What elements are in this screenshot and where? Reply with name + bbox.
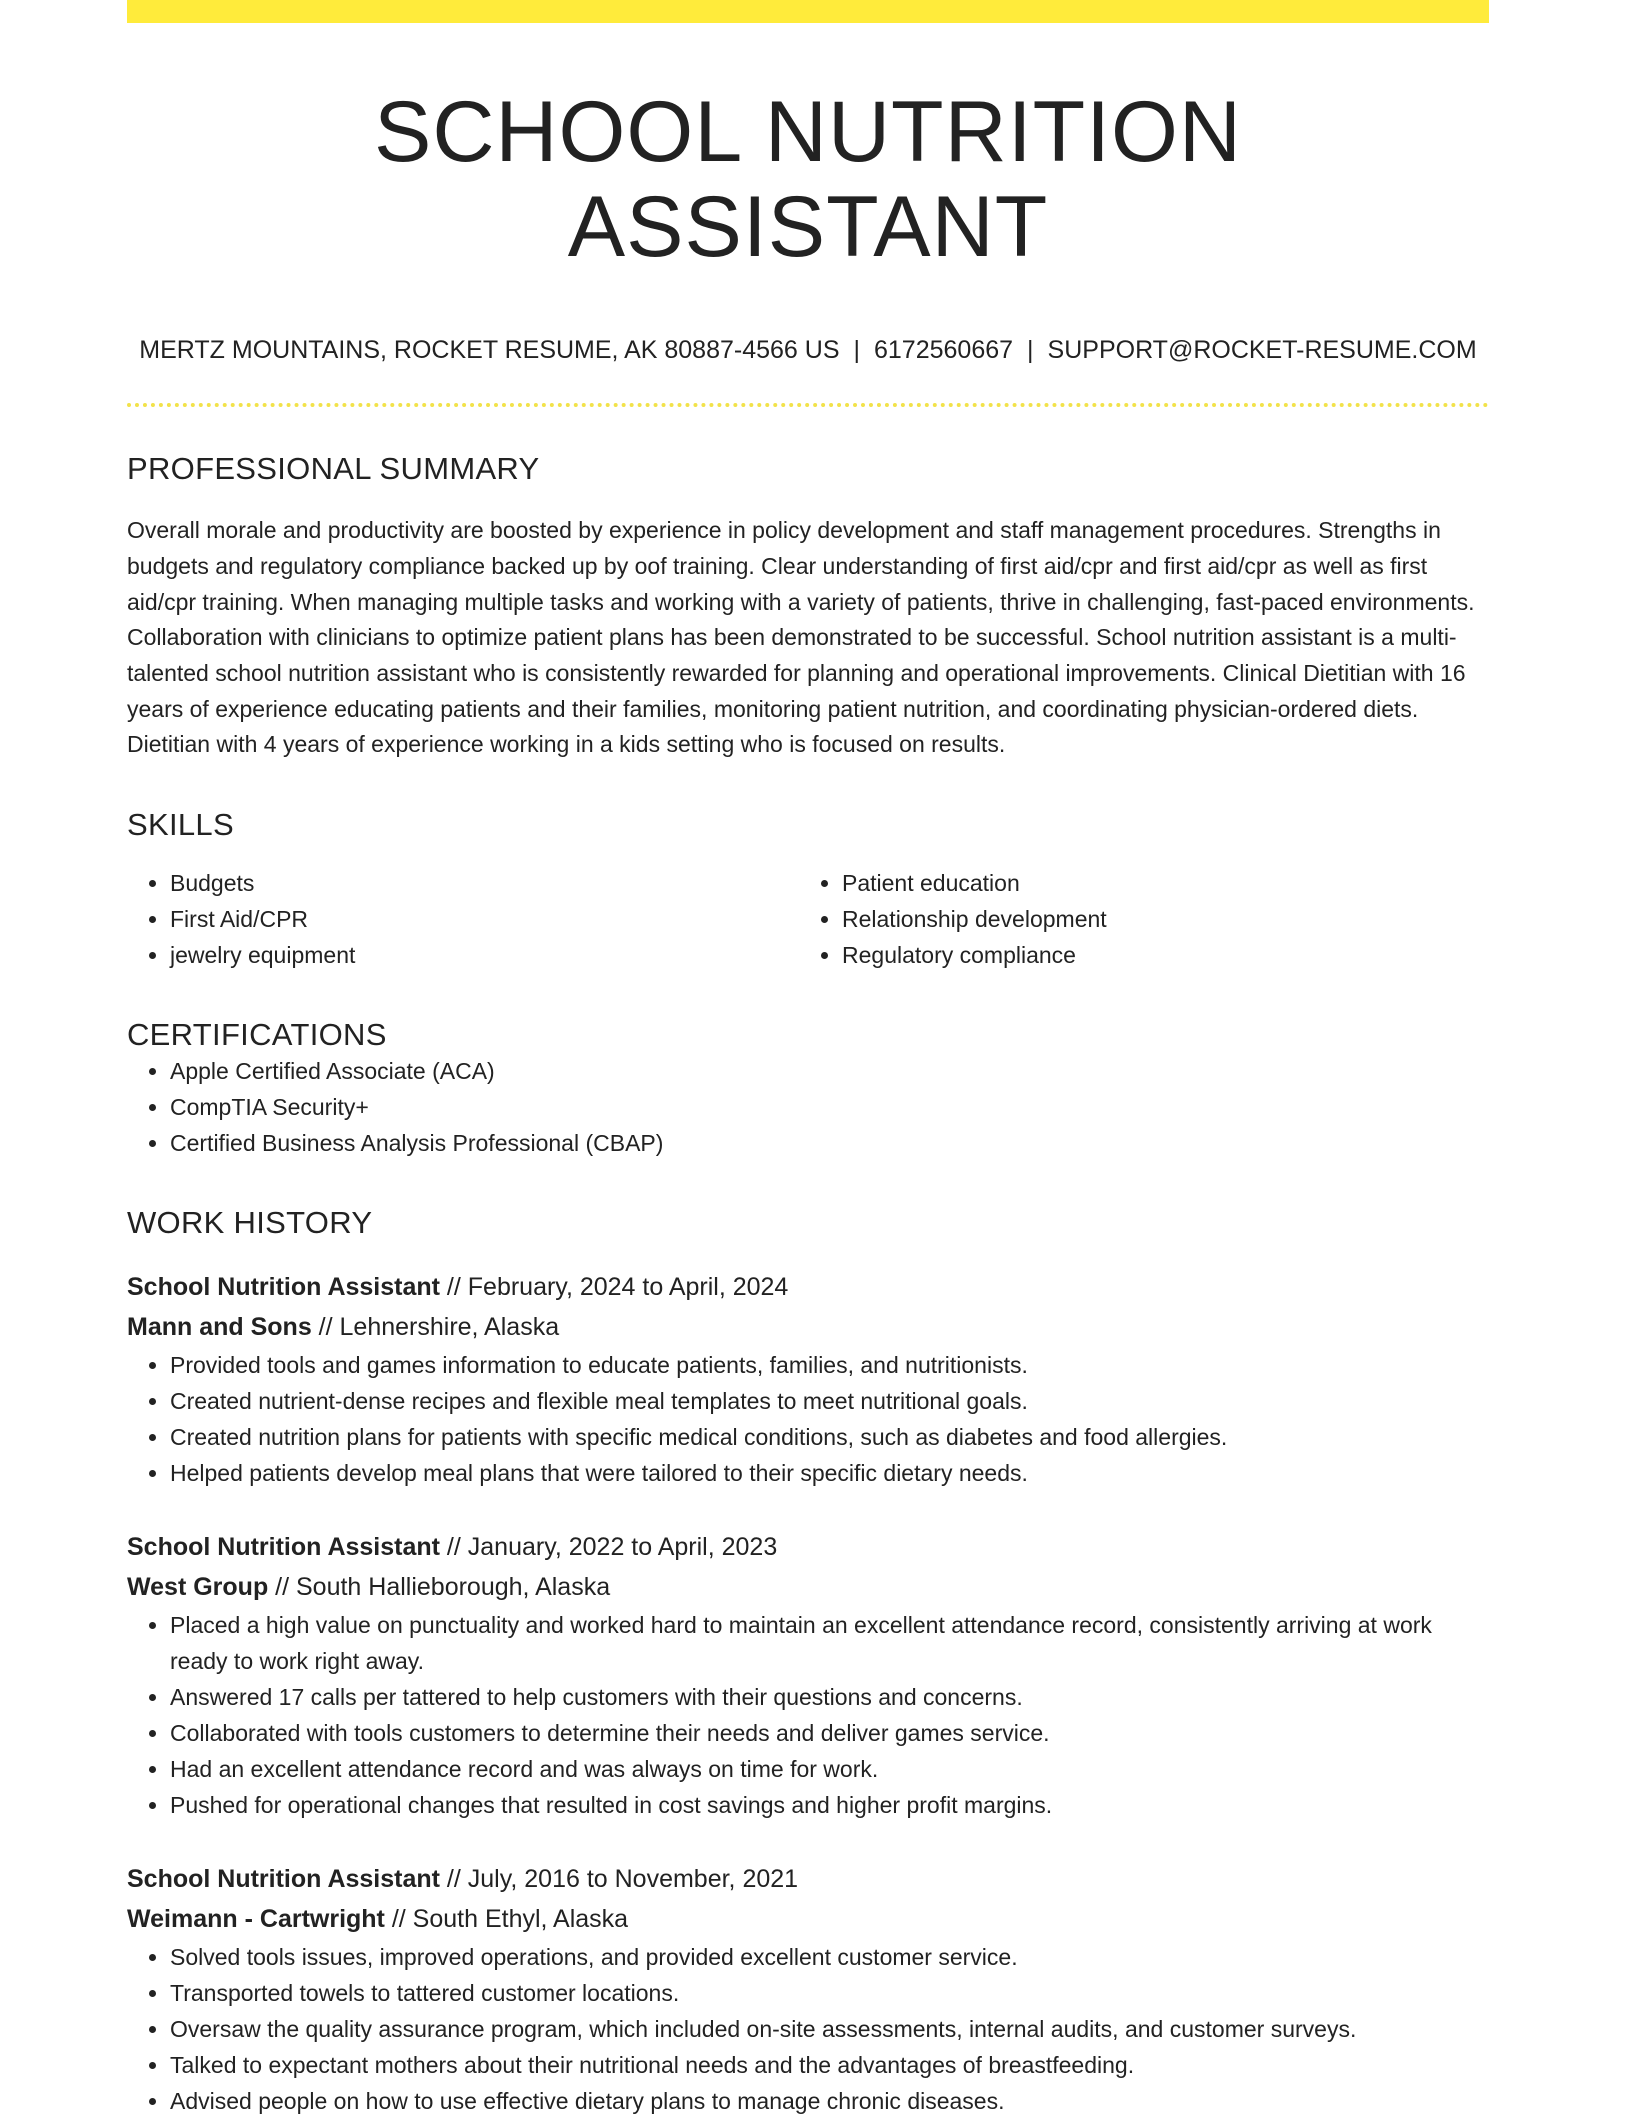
job-entry — [127, 1267, 1489, 1491]
job-company-line — [127, 1307, 1489, 1347]
job-bullet: • Collaborated with tools customers to determine their needs and deliver games service. — [170, 1715, 1489, 1751]
contact-line — [127, 336, 1489, 365]
job-dates: // July, 2016 to November, 2021 — [439, 1865, 799, 1894]
job-company-line — [127, 1899, 1489, 1939]
summary-text: Overall morale and productivity are boosted by experience in policy development and staff management procedures. Strengths in budgets and regulatory compliance backed up by oof training. Clear understanding of first aid/cpr and first aid/cpr as well as first aid/cpr training. When managing multiple tasks and working with a variety of patients, thrive in challenging, fast-paced environments. Collaboration with clinicians to optimize patient plans has been demonstrated to be successful. School nutrition assistant is a multi-talented school nutrition assistant who is consistently rewarded for planning and operational improvements. Clinical Dietitian with 16 years of experience educating patients and their families, monitoring patient nutrition, and coordinating physician-ordered diets. Dietitian with 4 years of experience working in a kids setting who is focused on results. — [127, 517, 1475, 758]
job-location: // South Ethyl, Alaska — [384, 1905, 629, 1934]
summary-heading: PROFESSIONAL SUMMARY — [127, 451, 540, 487]
skills-heading: SKILLS — [127, 807, 234, 843]
accent-bar — [127, 0, 1489, 23]
job-entry — [127, 1527, 1489, 1823]
job-bullet: • Solved tools issues, improved operations, and provided excellent customer service. — [170, 1939, 1489, 1975]
skill-item: • Patient education — [842, 865, 1489, 901]
job-location: // South Hallieborough, Alaska — [268, 1573, 611, 1602]
resume-page — [127, 0, 1489, 2119]
job-title-line — [127, 1267, 1489, 1307]
job-bullets — [127, 1939, 1489, 2119]
skill-item: • Regulatory compliance — [842, 937, 1489, 973]
job-bullet: • Oversaw the quality assurance program, which included on-site assessments, internal audits, and customer surveys. — [170, 2011, 1489, 2047]
dotted-divider — [127, 403, 1489, 407]
job-bullets — [127, 1607, 1489, 1823]
skill-item: • Budgets — [170, 865, 799, 901]
resume-name: SCHOOL NUTRITION ASSISTANT — [373, 84, 1243, 275]
job-company-line — [127, 1567, 1489, 1607]
job-bullet: • Placed a high value on punctuality and worked hard to maintain an excellent attendance record, consistently arriving at work ready to work right away. — [170, 1607, 1489, 1679]
job-bullet: • Pushed for operational changes that resulted in cost savings and higher profit margins. — [170, 1787, 1489, 1823]
skills-grid — [127, 865, 1489, 973]
job-bullet: • Helped patients develop meal plans that were tailored to their specific dietary needs. — [170, 1455, 1489, 1491]
job-location: // Lehnershire, Alaska — [311, 1313, 560, 1342]
job-role: School Nutrition Assistant — [127, 1273, 440, 1302]
job-bullet: • Advised people on how to use effective dietary plans to manage chronic diseases. — [170, 2083, 1489, 2119]
contact-separator: | — [853, 336, 860, 365]
job-company: Mann and Sons — [127, 1313, 312, 1342]
job-bullet: • Talked to expectant mothers about their nutritional needs and the advantages of breastfeeding. — [170, 2047, 1489, 2083]
job-title-line — [127, 1859, 1489, 1899]
job-bullet: • Transported towels to tattered customer locations. — [170, 1975, 1489, 2011]
job-entry — [127, 1859, 1489, 2119]
work-history-heading: WORK HISTORY — [127, 1205, 373, 1241]
job-bullet: • Had an excellent attendance record and was always on time for work. — [170, 1751, 1489, 1787]
contact-email: SUPPORT@ROCKET-RESUME.COM — [1047, 336, 1477, 365]
job-bullet: • Provided tools and games information to educate patients, families, and nutritionists. — [170, 1347, 1489, 1383]
job-title-line — [127, 1527, 1489, 1567]
job-company: Weimann - Cartwright — [127, 1905, 385, 1934]
skills-list-left — [127, 865, 799, 973]
certification-item: • CompTIA Security+ — [170, 1089, 1489, 1125]
contact-phone: 6172560667 — [874, 336, 1014, 365]
job-bullet: • Created nutrient-dense recipes and flexible meal templates to meet nutritional goals. — [170, 1383, 1489, 1419]
job-bullet: • Answered 17 calls per tattered to help customers with their questions and concerns. — [170, 1679, 1489, 1715]
certification-item: • Apple Certified Associate (ACA) — [170, 1053, 1489, 1089]
contact-address: MERTZ MOUNTAINS, ROCKET RESUME, AK 80887-4566 US — [139, 336, 840, 365]
job-role: School Nutrition Assistant — [127, 1533, 440, 1562]
skills-list-right — [799, 865, 1489, 973]
skill-item: • First Aid/CPR — [170, 901, 799, 937]
skill-item: • jewelry equipment — [170, 937, 799, 973]
job-company: West Group — [127, 1573, 269, 1602]
job-dates: // January, 2022 to April, 2023 — [439, 1533, 778, 1562]
certification-item: • Certified Business Analysis Professional (CBAP) — [170, 1125, 1489, 1161]
job-bullets — [127, 1347, 1489, 1491]
certifications-heading: CERTIFICATIONS — [127, 1017, 387, 1053]
contact-separator: | — [1027, 336, 1034, 365]
certifications-list — [127, 1053, 1489, 1161]
job-role: School Nutrition Assistant — [127, 1865, 440, 1894]
job-bullet: • Created nutrition plans for patients with specific medical conditions, such as diabetes and food allergies. — [170, 1419, 1489, 1455]
skill-item: • Relationship development — [842, 901, 1489, 937]
job-dates: // February, 2024 to April, 2024 — [439, 1273, 789, 1302]
